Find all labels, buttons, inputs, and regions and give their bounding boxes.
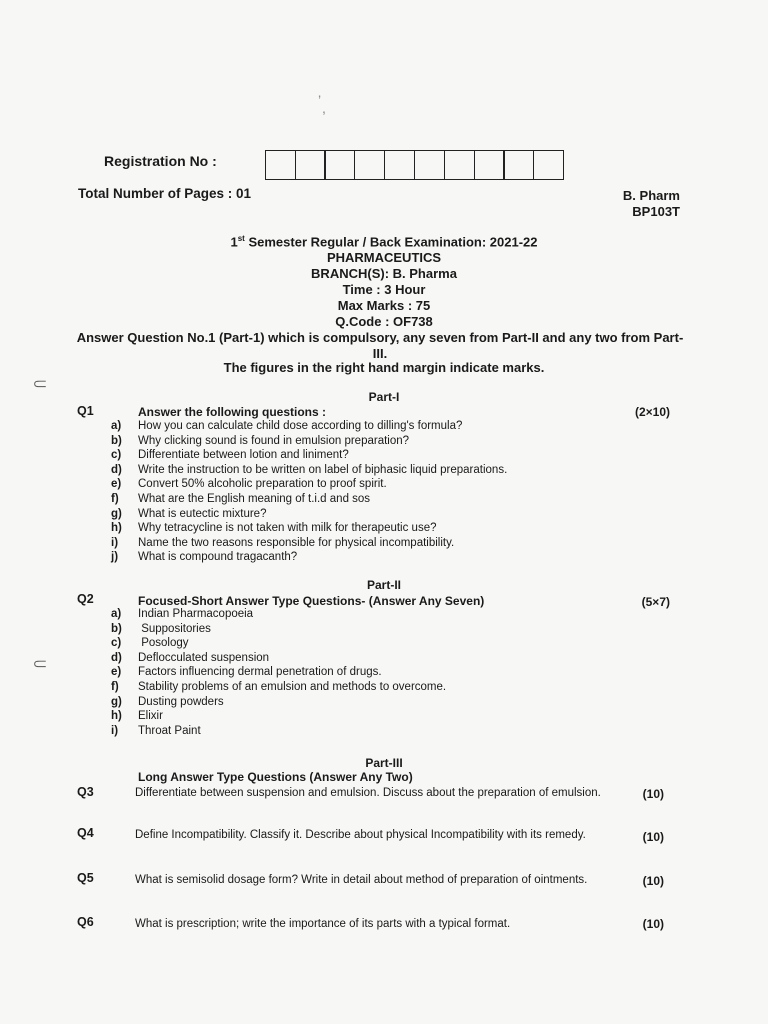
q5-number: Q5 [77, 871, 94, 885]
q2-item-text: Indian Pharmacopoeia [138, 608, 254, 620]
q1-item-text: Differentiate between lotion and liniment? [138, 449, 349, 462]
q2-item-text: Posology [138, 637, 189, 650]
subject-code: BP103T [632, 204, 680, 219]
q1-item-label: g) [111, 507, 122, 520]
registration-box[interactable] [324, 150, 355, 180]
degree-name: B. Pharm [622, 188, 680, 203]
q3-text: Differentiate between suspension and emulsion. Discuss about the preparation of emulsion. [135, 787, 601, 799]
q2-item-label: b) [111, 622, 122, 635]
degree-block [623, 188, 680, 220]
q2-item-text: Factors influencing dermal penetration of drugs. [138, 666, 382, 679]
q1-item [111, 463, 507, 478]
q2-item-label: a) [111, 608, 122, 620]
q1-item-text: Name the two reasons responsible for physical incompatibility. [138, 536, 455, 549]
q1-item-label: b) [111, 434, 122, 447]
q1-item [111, 550, 507, 565]
q2-item-label: i) [111, 724, 119, 737]
q2-item [111, 665, 446, 680]
q1-item-label: i) [111, 536, 119, 549]
q2-item [111, 695, 446, 710]
scan-bracket-left-1: ⸦ [30, 372, 50, 396]
registration-box[interactable] [533, 150, 564, 180]
registration-box[interactable] [384, 150, 415, 180]
time: Time : 3 Hour [342, 282, 426, 297]
q2-item [111, 709, 446, 724]
q1-item [111, 448, 507, 463]
branch: BRANCH(S): B. Pharma [311, 266, 457, 281]
q1-item-label: e) [111, 478, 122, 491]
q1-number: Q1 [77, 404, 94, 418]
q1-title: Answer the following questions : [138, 405, 327, 419]
q1-item [111, 477, 507, 492]
registration-box[interactable] [474, 150, 505, 180]
q2-item-text: Dusting powders [138, 695, 224, 708]
q1-item-label: h) [111, 522, 122, 535]
q1-item-label: a) [111, 420, 122, 432]
part2-title: Part-II [366, 578, 401, 592]
q3-marks: (10) [642, 787, 664, 801]
q1-item [111, 536, 507, 551]
q2-item-text: Stability problems of an emulsion and methods to overcome. [138, 680, 447, 693]
subject-title: PHARMACEUTICS [326, 250, 442, 265]
instructions: Answer Question No.1 (Part-1) which is compulsory, any seven from Part-II and any two from Part-III. [76, 330, 684, 361]
q1-item-label: f) [111, 492, 119, 505]
q6-marks: (10) [642, 917, 664, 931]
q2-list [111, 607, 446, 738]
q1-item [111, 419, 507, 434]
q1-item-text: Convert 50% alcoholic preparation to proof spirit. [138, 478, 387, 491]
qcode: Q.Code : OF738 [335, 314, 433, 329]
q2-item [111, 651, 446, 666]
q2-item-label: h) [111, 710, 122, 723]
max-marks: Max Marks : 75 [337, 298, 431, 313]
q2-number: Q2 [77, 592, 94, 606]
part3-title: Part-III [365, 756, 403, 770]
q1-item-text: What are the English meaning of t.i.d and sos [138, 492, 371, 505]
marks-note: The figures in the right hand margin indicate marks. [223, 360, 545, 375]
scan-bracket-left-2: ⸦ [30, 652, 50, 676]
q2-item-label: g) [111, 695, 122, 708]
part1-title: Part-I [368, 390, 400, 404]
q4-number: Q4 [77, 826, 94, 840]
q2-item-label: f) [111, 680, 119, 693]
registration-box[interactable] [295, 150, 326, 180]
q1-item-text: Why tetracycline is not taken with milk for therapeutic use? [138, 522, 437, 535]
q2-item [111, 622, 446, 637]
scan-mark-top-2: , [322, 100, 326, 116]
registration-box[interactable] [444, 150, 475, 180]
q2-item-text: Throat Paint [138, 724, 201, 737]
q2-item-text: Deflocculated suspension [138, 651, 270, 664]
q2-item-label: e) [111, 666, 122, 679]
q1-item-text: What is compound tragacanth? [138, 551, 298, 564]
q2-item-text: Suppositories [138, 622, 211, 635]
q2-marks: (5×7) [641, 595, 670, 609]
registration-box[interactable] [265, 150, 296, 180]
q1-item-text: Why clicking sound is found in emulsion preparation? [138, 434, 410, 447]
q1-item-text: What is eutectic mixture? [138, 507, 267, 520]
q4-text: Define Incompatibility. Classify it. Describe about physical Incompatibility with its remedy. [135, 829, 586, 841]
q2-item [111, 680, 446, 695]
q1-item-text: Write the instruction to be written on label of biphasic liquid preparations. [138, 463, 508, 476]
registration-box[interactable] [503, 150, 534, 180]
q2-item-label: c) [111, 637, 122, 650]
q1-item [111, 492, 507, 507]
scan-mark-top: ’ [318, 92, 322, 108]
q1-list [111, 419, 507, 565]
registration-label: Registration No : [104, 153, 217, 169]
registration-boxes [266, 150, 564, 180]
q3-section-title: Long Answer Type Questions (Answer Any Two) [138, 770, 413, 784]
q2-title: Focused-Short Answer Type Questions- (Answer Any Seven) [138, 594, 485, 608]
registration-box[interactable] [414, 150, 445, 180]
q2-item [111, 724, 446, 739]
q1-item [111, 521, 507, 536]
total-pages: Total Number of Pages : 01 [78, 186, 252, 201]
q5-text: What is semisolid dosage form? Write in detail about method of preparation of ointments. [135, 874, 588, 886]
q2-item [111, 607, 446, 622]
q1-item [111, 507, 507, 522]
q2-item-text: Elixir [138, 710, 163, 723]
q1-marks: (2×10) [634, 405, 670, 419]
semester-line: 1st Semester Regular / Back Examination: 2021-22 [230, 234, 538, 250]
q1-item-text: How you can calculate child dose according to dilling's formula? [138, 420, 463, 432]
q2-item [111, 636, 446, 651]
q1-item-label: j) [111, 551, 119, 564]
q1-item-label: d) [111, 463, 122, 476]
q6-text: What is prescription; write the importance of its parts with a typical format. [135, 918, 511, 930]
registration-box[interactable] [354, 150, 385, 180]
q5-marks: (10) [642, 874, 664, 888]
q1-item-label: c) [111, 449, 122, 462]
q3-number: Q3 [77, 785, 94, 799]
q1-item [111, 434, 507, 449]
q6-number: Q6 [77, 915, 94, 929]
q4-marks: (10) [642, 830, 664, 844]
q2-item-label: d) [111, 651, 122, 664]
